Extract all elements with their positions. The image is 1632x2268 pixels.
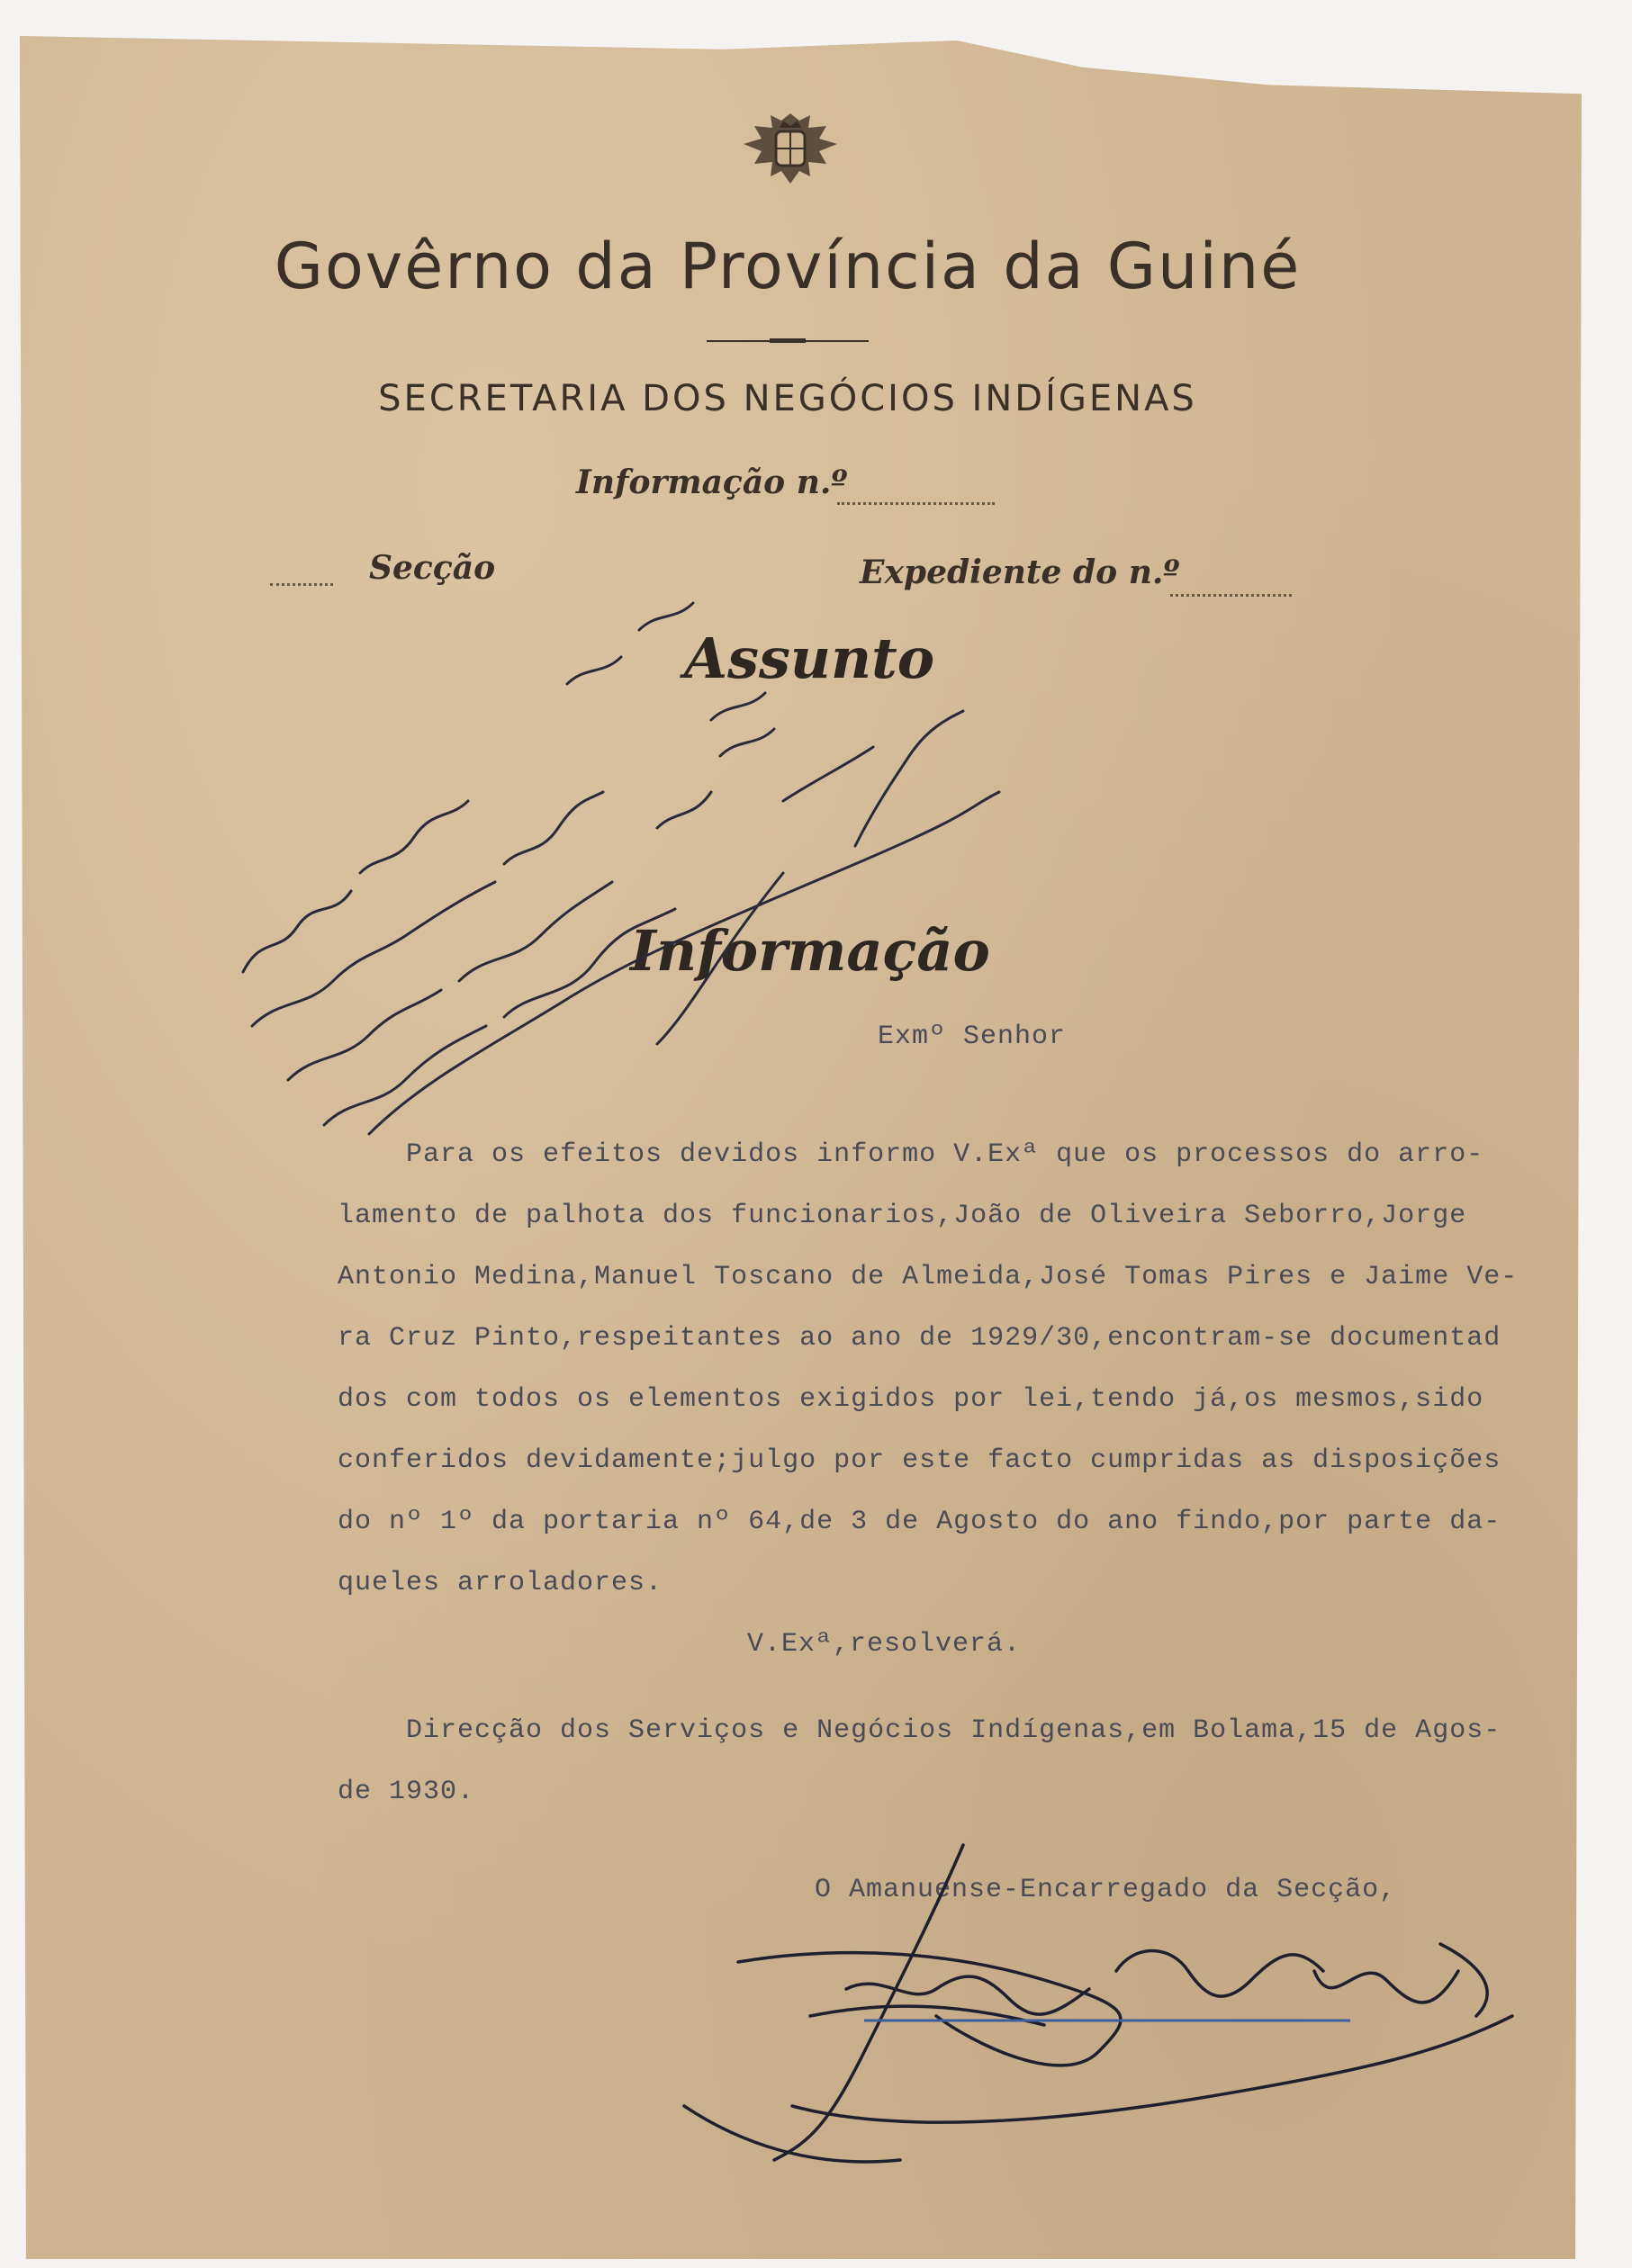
body-line-1: Para os efeitos devidos informo V.Exª que os processos do arro- <box>338 1139 1484 1170</box>
body-line-6: conferidos devidamente;julgo por este facto cumpridas as disposições <box>338 1445 1501 1476</box>
coat-of-arms-icon <box>736 108 844 191</box>
expediente-blank <box>1170 594 1292 597</box>
place-date-line-1: Direcção dos Serviços e Negócios Indígenas,em Bolama,15 de Agos- <box>338 1715 1501 1746</box>
informacao-number-blank <box>837 502 995 505</box>
informacao-number-label: Informação n.º <box>576 464 848 501</box>
body-line-3: Antonio Medina,Manuel Toscano de Almeida,José Tomas Pires e Jaime Ve- <box>338 1262 1519 1292</box>
expediente-label: Expediente do n.º <box>860 554 1180 591</box>
body-line-5: dos com todos os elementos exigidos por lei,tendo já,os mesmos,sido <box>338 1384 1484 1415</box>
document-title: Govêrno da Província da Guiné <box>274 230 1302 303</box>
place-date-line-2: de 1930. <box>338 1777 475 1807</box>
seccao-label: Secção <box>369 549 496 587</box>
handwritten-signature <box>666 1836 1530 2178</box>
closing-line: V.Exª,resolverá. <box>747 1629 1022 1660</box>
body-line-7: do nº 1º da portaria nº 64,de 3 de Agosto do ano findo,por parte da- <box>338 1507 1501 1537</box>
department-name: SECRETARIA DOS NEGÓCIOS INDÍGENAS <box>378 378 1197 419</box>
title-divider-center <box>770 338 806 343</box>
salutation: Exmº Senhor <box>878 1022 1067 1052</box>
informacao-heading: Informação <box>630 918 990 984</box>
handwritten-note <box>225 576 1017 1152</box>
signatory-title: O Amanuense-Encarregado da Secção, <box>815 1875 1397 1905</box>
body-line-2: lamento de palhota dos funcionarios,João de Oliveira Seborro,Jorge <box>338 1201 1467 1231</box>
body-line-8: queles arroladores. <box>338 1568 663 1598</box>
body-line-4: ra Cruz Pinto,respeitantes ao ano de 1929/30,encontram-se documentad <box>338 1323 1501 1354</box>
assunto-heading: Assunto <box>684 626 935 691</box>
